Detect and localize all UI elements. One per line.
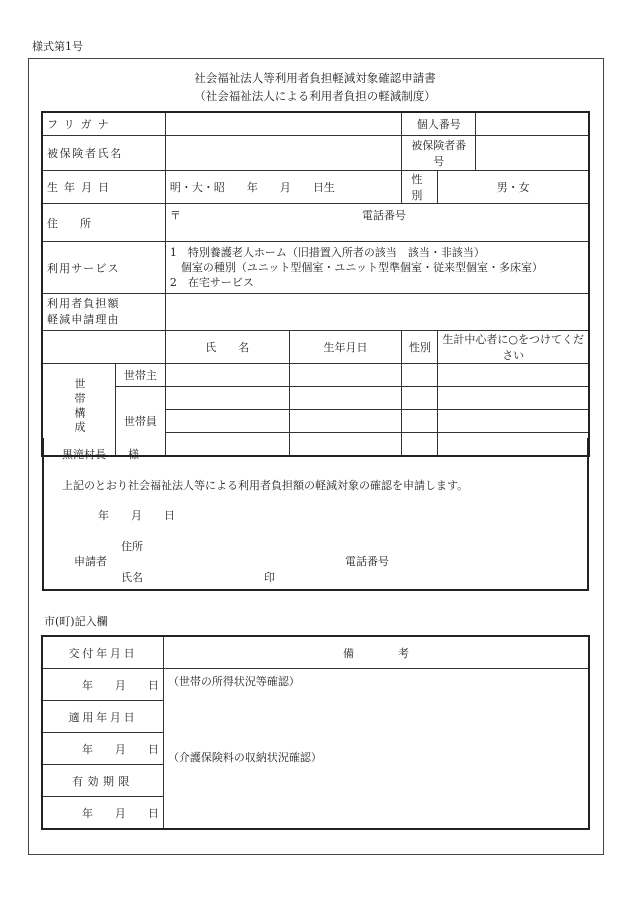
applicant-address-label: 住所 [121,540,143,553]
insured-name-field[interactable] [165,136,402,171]
form-title: 社会福祉法人等利用者負担軽減対象確認申請書 [194,71,436,85]
household-col-main-earner: 生計中心者に○をつけてください [438,331,589,364]
reason-label [42,294,165,331]
form-number: 様式第1号 [32,40,83,53]
service-room-type: 個室の種別（ユニット型個室・ユニット型準個室・従来型個室・多床室） [169,261,543,274]
application-table [41,111,590,457]
household-head-label: 世帯主 [116,364,166,387]
applicant-label: 申請者 [74,555,107,568]
personal-number-field[interactable] [476,112,589,136]
sex-field[interactable]: 男・女 [438,171,589,204]
household-member-birth[interactable] [289,410,402,433]
household-side-text: 世帯構成 [73,377,86,436]
birth-date-label: 生年月日 [42,171,165,204]
insured-name-label: 被保険者氏名 [42,136,165,171]
household-member-earner[interactable] [438,387,589,410]
personal-number-label: 個人番号 [402,112,476,136]
address-field[interactable] [165,204,589,242]
household-member-earner[interactable] [438,410,589,433]
household-col-name: 氏 名 [165,331,289,364]
household-member-name[interactable] [165,410,289,433]
valid-period-value[interactable]: 年 月 日 [42,797,163,830]
household-head-earner[interactable] [438,364,589,387]
household-member-label: 世帯員 [116,387,166,457]
remarks-label: 備 考 [163,636,589,669]
issue-date-label: 交付年月日 [42,636,163,669]
remarks-income-check: （世帯の所得状況等確認） [167,675,300,688]
reason-field[interactable] [165,294,589,331]
insured-number-field[interactable] [476,136,589,171]
furigana-field[interactable] [165,112,402,136]
request-section [42,438,589,591]
sex-label: 性別 [402,171,438,204]
household-head-name[interactable] [165,364,289,387]
addressee: 黒滝村長 様 [62,448,139,461]
form-subtitle: （社会福祉法人による利用者負担の軽減制度） [194,89,436,103]
seal-label: 印 [264,571,275,584]
household-member-birth[interactable] [289,387,402,410]
household-member-name[interactable] [165,387,289,410]
address-phone-label: 電話番号 [361,209,406,222]
applied-date-label: 適用年月日 [42,701,163,733]
service-label: 利用サービス [42,242,165,294]
request-date[interactable]: 年 月 日 [98,509,175,522]
request-statement: 上記のとおり社会福祉法人等による利用者負担額の軽減対象の確認を申請します。 [62,479,469,492]
issue-date-value[interactable]: 年 月 日 [42,669,163,701]
city-section-heading: 市(町)記入欄 [44,615,108,628]
household-member-sex[interactable] [402,387,438,410]
birth-date-field[interactable]: 明・大・昭 年 月 日生 [165,171,402,204]
reason-label-line2: 軽減申請理由 [47,313,120,326]
address-label: 住 所 [42,204,165,242]
applicant-phone-label: 電話番号 [345,555,389,568]
service-option-2: 2 在宅サービス [169,276,254,289]
household-col-sex: 性別 [402,331,438,364]
household-header-blank [42,331,165,364]
insured-number-label: 被保険者番号 [402,136,476,171]
reason-label-line1: 利用者負担額 [47,297,120,310]
household-col-birth: 生年月日 [289,331,402,364]
household-head-birth[interactable] [289,364,402,387]
remarks-premium-check: （介護保険料の収納状況確認） [167,751,322,764]
service-option-1: 1 特別養護老人ホーム（旧措置入所者の該当 該当・非該当） [169,246,485,259]
furigana-label: フリガナ [42,112,165,136]
service-field[interactable] [165,242,589,294]
household-head-sex[interactable] [402,364,438,387]
valid-period-label: 有効期限 [42,765,163,797]
city-table [41,635,590,830]
postal-mark: 〒 [169,209,181,222]
applicant-name-label: 氏名 [121,571,143,584]
remarks-field[interactable] [163,669,589,830]
applied-date-value[interactable]: 年 月 日 [42,733,163,765]
household-member-sex[interactable] [402,410,438,433]
